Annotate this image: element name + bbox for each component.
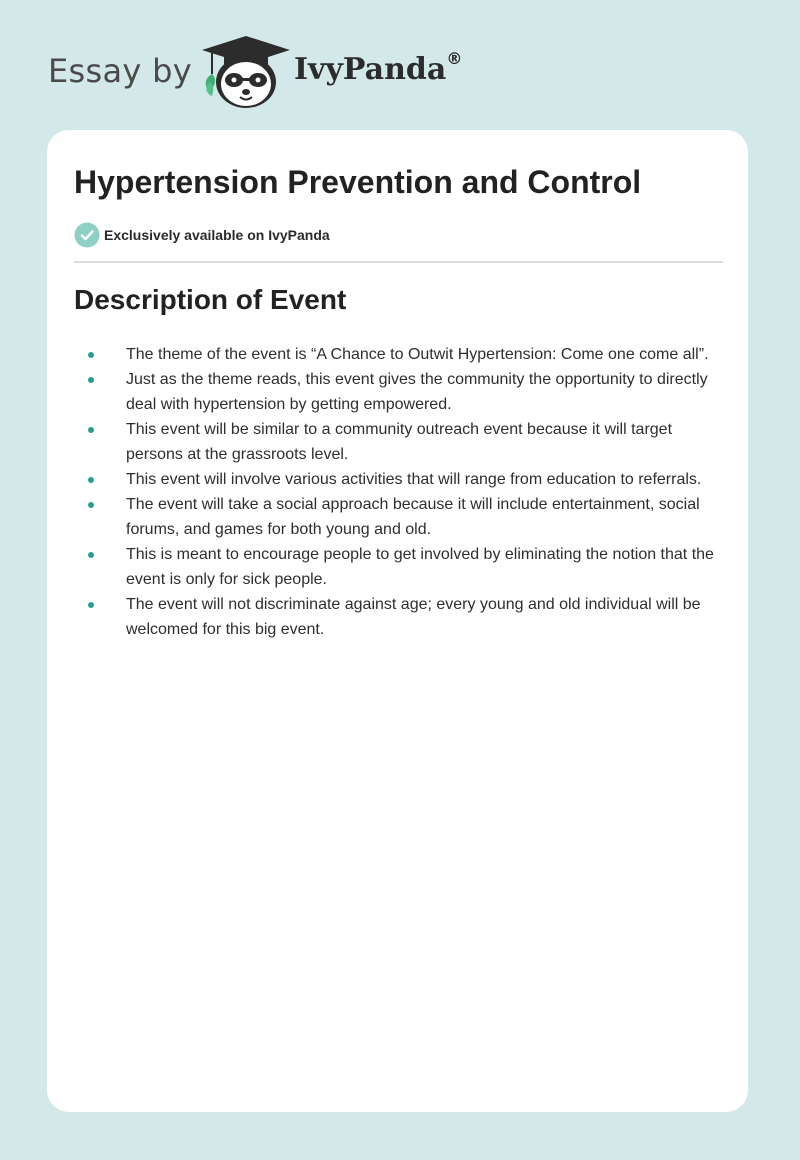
list-item — [74, 542, 719, 592]
list-item-text: The event will take a social approach because it will include entertainment, social forums, and games for both young and old. — [126, 496, 700, 538]
list-item — [74, 467, 719, 492]
essay-by-label: Essay by — [48, 52, 192, 90]
bullet-list — [74, 342, 719, 642]
section-title: Description of Event — [74, 284, 347, 315]
list-item — [74, 592, 719, 642]
registered-mark: ® — [446, 49, 463, 68]
exclusive-badge-label: Exclusively available on IvyPanda — [104, 227, 330, 243]
list-item-text: This event will involve various activities that will range from education to referrals. — [126, 471, 702, 488]
bullet-dot — [88, 352, 94, 358]
list-item-text: The event will not discriminate against age; every young and old individual will be welcomed for this big event. — [126, 596, 701, 638]
list-item-text: This event will be similar to a community outreach event because it will target persons at the grassroots level. — [126, 421, 673, 463]
brand-name: IvyPanda® — [294, 49, 463, 87]
list-item — [74, 492, 719, 542]
list-item — [74, 367, 719, 417]
list-item — [74, 342, 719, 367]
site-header — [48, 34, 648, 114]
list-item-text: The theme of the event is “A Chance to Outwit Hypertension: Come one come all”. — [126, 346, 709, 363]
bullet-dot — [88, 377, 94, 383]
panda-graduate-icon — [200, 34, 292, 110]
bullet-dot — [88, 552, 94, 558]
list-item-text: Just as the theme reads, this event gives the community the opportunity to directly deal with hypertension by getting empowered. — [126, 371, 708, 413]
exclusive-badge — [74, 222, 330, 248]
page-title: Hypertension Prevention and Control — [74, 164, 642, 200]
bullet-dot — [88, 602, 94, 608]
bullet-dot — [88, 502, 94, 508]
list-item — [74, 417, 719, 467]
essay-card — [47, 130, 748, 1112]
divider — [74, 261, 723, 263]
list-item-text: This is meant to encourage people to get involved by eliminating the notion that the event is only for sick people. — [126, 546, 714, 588]
check-circle-icon — [74, 222, 100, 248]
bullet-dot — [88, 477, 94, 483]
bullet-dot — [88, 427, 94, 433]
